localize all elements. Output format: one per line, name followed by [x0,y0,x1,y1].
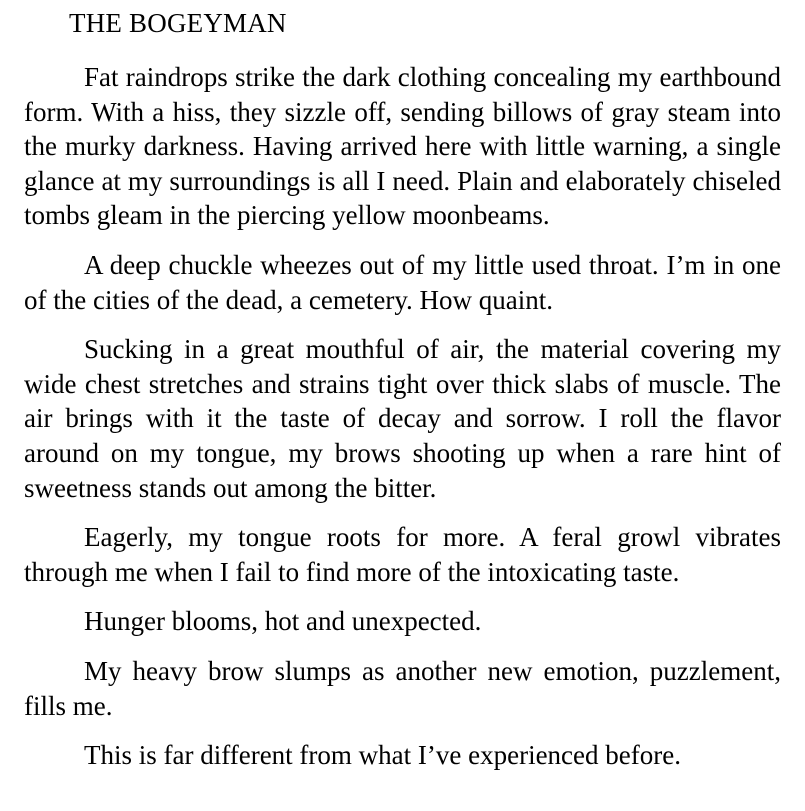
paragraph-2: A deep chuckle wheezes out of my little used throat. I’m in one of the cities of the dead, a cemetery. How quaint. [24,249,781,315]
paragraph-5: Hunger blooms, hot and unexpected. [84,606,482,637]
paragraph-3: Sucking in a great mouthful of air, the material covering my wide chest stretches and strains tight over thick slabs of muscle. The air brings with it the taste of decay and sorrow. I roll the flavor around on my tongue, my brows shooting up when a rare hint of sweetness stands out among the bitter. [24,334,781,503]
paragraph-4: Eagerly, my tongue roots for more. A feral growl vibrates through me when I fail to find more of the intoxicating taste. [24,522,781,587]
paragraph-1: Fat raindrops strike the dark clothing concealing my earthbound form. With a hiss, they sizzle off, sending billows of gray steam into the murky darkness. Having arrived here with little warning, a single glance at my surroundings is all I need. Plain and elaborately chiseled tombs gleam in the piercing yellow moonbeams. [24,62,781,231]
paragraph-6: My heavy brow slumps as another new emotion, puzzlement, fills me. [24,655,781,721]
chapter-title: THE BOGEYMAN [69,8,287,38]
paragraph-7: This is far different from what I’ve experienced before. [84,740,681,771]
book-page [24,6,781,773]
